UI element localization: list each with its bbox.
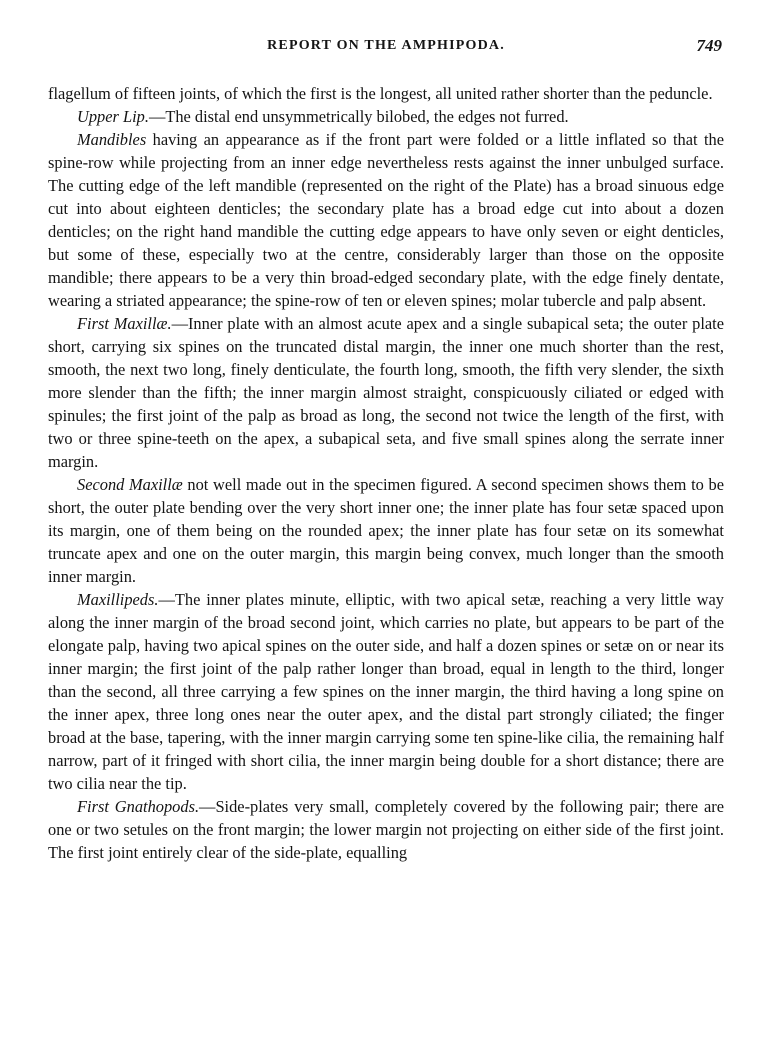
- paragraph-text: —The distal end unsymmetrically bilobed, the edges not furred.: [148, 107, 569, 126]
- paragraph-text: flagellum of fifteen joints, of which the first is the longest, all united rather shorter than the peduncle.: [48, 84, 713, 103]
- section-heading-mandibles: Mandibles: [77, 130, 147, 149]
- body-text: [48, 82, 724, 864]
- section-heading-second-maxillae: Second Maxillæ: [77, 475, 183, 494]
- paragraph-text: not well made out in the specimen figured. A second specimen shows them to be short, the outer plate bending over the very short inner one; the inner plate has four setæ spaced upon its margin, one of them being on the rounded apex; the inner plate has four setæ on its somewhat truncate apex and one on the outer margin, this margin being convex, much longer than the smooth inner margin.: [48, 475, 724, 586]
- running-title: REPORT ON THE AMPHIPODA.: [267, 38, 505, 53]
- page-header: [48, 38, 724, 62]
- section-heading-first-gnathopods: First Gnathopods.: [77, 797, 200, 816]
- paragraph-antenna-continuation: [48, 82, 724, 105]
- paragraph-second-maxillae: [48, 473, 724, 588]
- paragraph-maxillipeds: [48, 588, 724, 795]
- paragraph-upper-lip: [48, 105, 724, 128]
- paragraph-mandibles: [48, 128, 724, 312]
- paragraph-text: —Side-plates very small, completely covered by the following pair; there are one or two setules on the front margin; the lower margin not projecting on either side of the first joint. The first joint entirely clear of the side-plate, equalling: [48, 797, 724, 862]
- page-number: 749: [696, 36, 722, 55]
- paragraph-text: having an appearance as if the front part were folded or a little inflated so that the spine-row while projecting from an inner edge nevertheless rests against the inner unbulged surface. The cutting edge of the left mandible (represented on the right of the Plate) has a broad sinuous edge cut into about eighteen denticles; the secondary plate has a broad edge cut into about a dozen denticles; on the right hand mandible the cutting edge appears to have only seven or eight denticles, but some of these, especially two at the centre, considerably larger than those on the opposite mandible; there appears to be a very thin broad-edged secondary plate, with the edge finely dentate, wearing a striated appearance; the spine-row of ten or eleven spines; molar tubercle and palp absent.: [48, 130, 724, 310]
- paragraph-first-gnathopods: [48, 795, 724, 864]
- paragraph-first-maxillae: [48, 312, 724, 473]
- section-heading-first-maxillae: First Maxillæ.: [77, 314, 172, 333]
- paragraph-text: —The inner plates minute, elliptic, with two apical setæ, reaching a very little way along the inner margin of the broad second joint, which carries no plate, but appears to be part of the elongate palp, having two apical spines on the outer side, and half a dozen spines or setæ on or near its inner margin; the first joint of the palp rather longer than broad, equal in length to the third, longer than the second, all three carrying a few spines on the inner margin, the third having a long spine on the inner apex, three long ones near the outer apex, and the distal part strongly ciliated; the finger broad at the base, tapering, with the inner margin carrying some ten spine-like cilia, the remaining half narrow, part of it fringed with short cilia, the inner margin being double for a short distance; there are two cilia near the tip.: [48, 590, 724, 793]
- paragraph-text: —Inner plate with an almost acute apex and a single subapical seta; the outer plate short, carrying six spines on the truncated distal margin, the inner one much shorter than the rest, smooth, the next two long, finely denticulate, the fourth long, smooth, the fifth very slender, the sixth more slender than the fifth; the inner margin almost straight, conspicuously ciliated or edged with spinules; the first joint of the palp as broad as long, the second not twice the length of the first, with two or three spine-teeth on the apex, a subapical seta, and five small spines along the serrate inner margin.: [48, 314, 725, 471]
- section-heading-maxillipeds: Maxillipeds.: [77, 590, 159, 609]
- section-heading-upper-lip: Upper Lip.: [77, 107, 149, 126]
